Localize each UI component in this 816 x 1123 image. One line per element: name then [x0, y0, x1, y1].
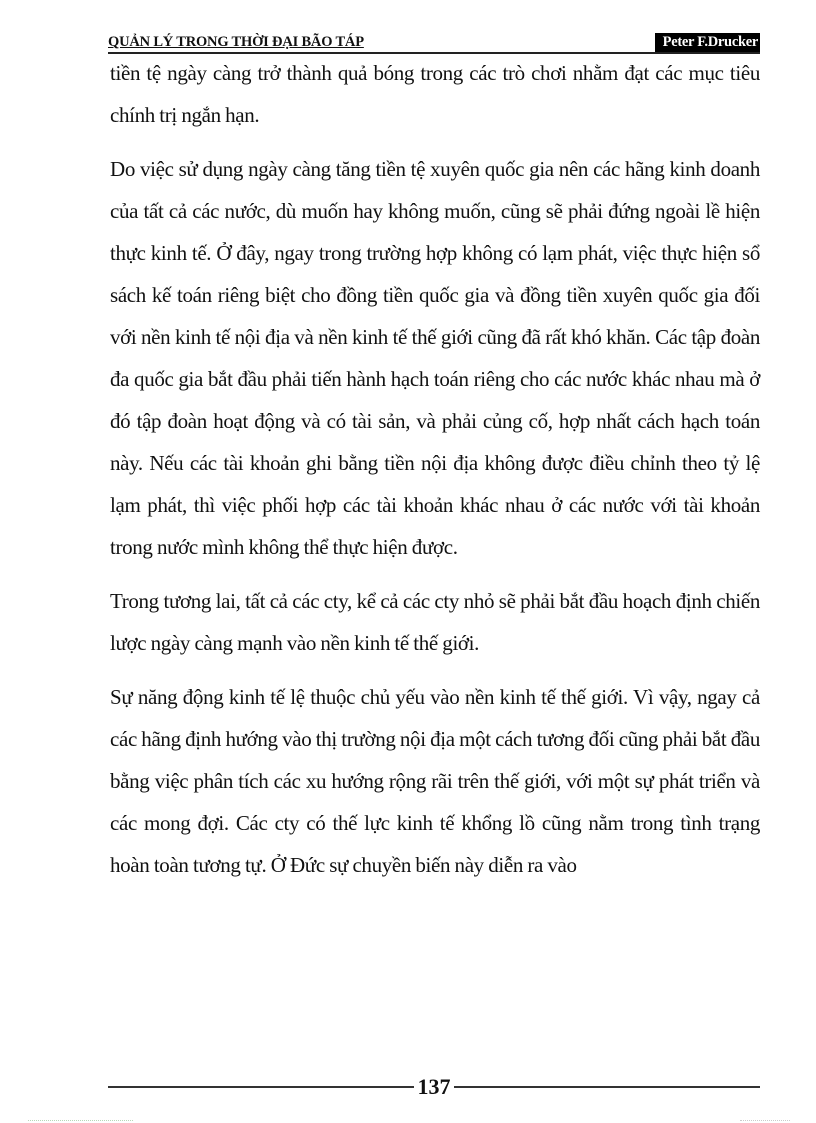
running-header	[108, 33, 760, 54]
book-title: QUẢN LÝ TRONG THỜI ĐẠI BÃO TÁP	[108, 34, 364, 50]
page-number: 137	[417, 1074, 451, 1099]
author-badge: Peter F.Drucker	[655, 33, 760, 52]
paragraph-continuation: tiền tệ ngày càng trở thành quả bóng trong các trò chơi nhằm đạt các mục tiêu chính trị ngắn hạn.	[110, 61, 760, 127]
paragraph: Do việc sử dụng ngày càng tăng tiền tệ xuyên quốc gia nên các hãng kinh doanh của tất cả các nước, dù muốn hay không muốn, cũng sẽ phải đứng ngoài lề hiện thực kinh tế. Ở đây, ngay trong trường hợp không có lạm phát, việc thực hiện sổ sách kế toán riêng biệt cho đồng tiền quốc gia và đồng tiền xuyên quốc gia đối với nền kinh tế nội địa và nền kinh tế thế giới cũng đã rất khó khăn. Các tập đoàn đa quốc gia bắt đầu phải tiến hành hạch toán riêng cho các nước khác nhau mà ở đó tập đoàn hoạt động và có tài sản, và phải củng cố, hợp nhất cách hạch toán này. Nếu các tài khoản ghi bằng tiền nội địa không được điều chỉnh theo tỷ lệ lạm phát, thì việc phối hợp các tài khoản khác nhau ở các nước với tài khoản trong nước mình không thể thực hiện được.	[110, 157, 760, 559]
scan-artifact	[28, 1120, 133, 1121]
body-text	[110, 52, 760, 886]
paragraph: Trong tương lai, tất cả các cty, kể cả các cty nhỏ sẽ phải bắt đầu hoạch định chiến lược ngày càng mạnh vào nền kinh tế thế giới.	[110, 589, 760, 655]
footer-rule-right	[454, 1086, 760, 1088]
scan-artifact	[740, 1120, 790, 1121]
page-footer	[108, 1072, 760, 1102]
paragraph: Sự năng động kinh tế lệ thuộc chủ yếu vào nền kinh tế thế giới. Vì vậy, ngay cả các hãng định hướng vào thị trường nội địa một cách tương đối cũng phải bắt đầu bằng việc phân tích các xu hướng rộng rãi trên thế giới, với một sự phát triển và các mong đợi. Các cty có thế lực kinh tế khổng lồ cũng nằm trong tình trạng hoàn toàn tương tự. Ở Đức sự chuyền biến này diễn ra vào	[110, 685, 760, 877]
footer-rule-left	[108, 1086, 414, 1088]
